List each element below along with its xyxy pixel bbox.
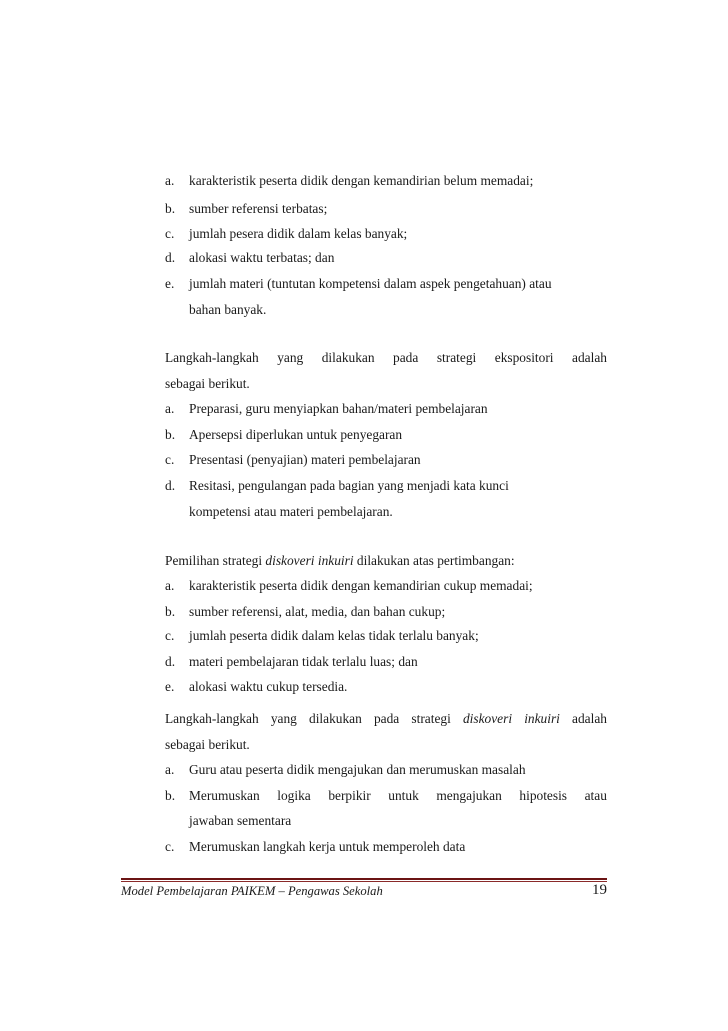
word: berpikir <box>328 788 371 803</box>
text-before: Pemilihan strategi <box>165 553 266 568</box>
list4-item-b <box>189 788 607 804</box>
word: adalah <box>572 350 607 365</box>
list1-marker-c: c. <box>165 226 175 241</box>
word: mengajukan <box>436 788 502 803</box>
paragraph-diskoveri-intro <box>165 553 607 569</box>
paragraph-expositori-line2: sebagai berikut. <box>165 376 250 391</box>
list3-marker-d: d. <box>165 654 176 669</box>
word: yang <box>277 350 304 365</box>
word: Langkah-langkah <box>165 350 259 365</box>
list4-item-c: Merumuskan langkah kerja untuk memperoleh data <box>189 839 466 854</box>
footer-rule <box>121 878 607 880</box>
list2-marker-d: d. <box>165 478 176 493</box>
list4-marker-b: b. <box>165 788 176 803</box>
word: atau <box>584 788 607 803</box>
paragraph-diskoveri-line1 <box>165 711 607 727</box>
list3-item-b: sumber referensi, alat, media, dan bahan cukup; <box>189 604 446 619</box>
paragraph-diskoveri-line2: sebagai berikut. <box>165 737 250 752</box>
word: yang <box>270 711 297 726</box>
list1-item-e: jumlah materi (tuntutan kompetensi dalam aspek pengetahuan) atau <box>189 276 552 291</box>
list3-item-e: alokasi waktu cukup tersedia. <box>189 679 348 694</box>
word: strategi <box>436 350 477 365</box>
italic-term: diskoveri inkuiri <box>265 553 354 568</box>
list1-item-a: karakteristik peserta didik dengan kemandirian belum memadai; <box>189 173 534 188</box>
italic-word: diskoveri <box>462 711 513 726</box>
list4-marker-a: a. <box>165 762 175 777</box>
list3-item-d: materi pembelajaran tidak terlalu luas; dan <box>189 654 418 669</box>
page-number: 19 <box>592 882 607 898</box>
list3-item-a: karakteristik peserta didik dengan kemandirian cukup memadai; <box>189 578 533 593</box>
list2-marker-c: c. <box>165 452 175 467</box>
word: strategi <box>411 711 451 726</box>
footer-title: Model Pembelajaran PAIKEM – Pengawas Sekolah <box>121 884 383 898</box>
list2-marker-b: b. <box>165 427 176 442</box>
word: Langkah-langkah <box>165 711 259 726</box>
list3-marker-b: b. <box>165 604 176 619</box>
word: pada <box>393 350 419 365</box>
italic-word: inkuiri <box>524 711 560 726</box>
list2-marker-a: a. <box>165 401 175 416</box>
list1-marker-e: e. <box>165 276 175 291</box>
list2-item-d: Resitasi, pengulangan pada bagian yang menjadi kata kunci <box>189 478 509 493</box>
list1-item-e-continuation: bahan banyak. <box>189 302 267 317</box>
list3-item-c: jumlah peserta didik dalam kelas tidak terlalu banyak; <box>189 628 479 643</box>
list2-item-d-continuation: kompetensi atau materi pembelajaran. <box>189 504 393 519</box>
word: adalah <box>572 711 607 726</box>
word: hipotesis <box>519 788 568 803</box>
word: pada <box>373 711 400 726</box>
list1-marker-d: d. <box>165 250 176 265</box>
word: ekspositori <box>494 350 554 365</box>
list1-item-d: alokasi waktu terbatas; dan <box>189 250 335 265</box>
word: dilakukan <box>321 350 375 365</box>
list2-item-b: Apersepsi diperlukan untuk penyegaran <box>189 427 403 442</box>
word: untuk <box>388 788 419 803</box>
list3-marker-c: c. <box>165 628 175 643</box>
footer-rule-thin <box>121 881 607 882</box>
list1-marker-b: b. <box>165 201 176 216</box>
text-after: dilakukan atas pertimbangan: <box>353 553 515 568</box>
list3-marker-a: a. <box>165 578 175 593</box>
list4-marker-c: c. <box>165 839 175 854</box>
paragraph-expositori-line1 <box>165 350 607 366</box>
list1-item-c: jumlah pesera didik dalam kelas banyak; <box>189 226 408 241</box>
word: logika <box>277 788 311 803</box>
list4-item-b-continuation: jawaban sementara <box>189 813 292 828</box>
list3-marker-e: e. <box>165 679 175 694</box>
list2-item-c: Presentasi (penyajian) materi pembelajaran <box>189 452 421 467</box>
word: Merumuskan <box>189 788 260 803</box>
list4-item-a: Guru atau peserta didik mengajukan dan merumuskan masalah <box>189 762 526 777</box>
list2-item-a: Preparasi, guru menyiapkan bahan/materi pembelajaran <box>189 401 488 416</box>
word: dilakukan <box>309 711 362 726</box>
list1-item-b: sumber referensi terbatas; <box>189 201 328 216</box>
list1-marker-a: a. <box>165 173 175 188</box>
